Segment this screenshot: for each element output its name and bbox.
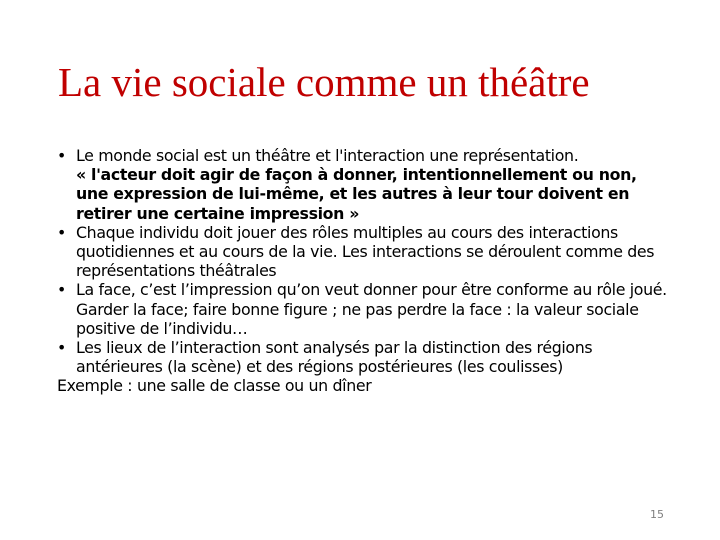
goffman-quote: « l'acteur doit agir de façon à donner, intentionnellement ou non, une expression de lui-même, et les autres à leur tour doivent en retirer une certaine impression » [76,165,637,223]
example-line: Exemple : une salle de classe ou un dîner [57,376,372,396]
bullet-item-2 [57,223,669,281]
bullet-text-1: Le monde social est un théâtre et l'interaction une représentation. [76,146,579,165]
bullet-text-3: La face, c’est l’impression qu’on veut donner pour être conforme au rôle joué. Garder la face; faire bonne figure ; ne pas perdre la face : la valeur sociale positive de l’individu… [76,280,667,338]
bullet-marker: • [57,280,66,300]
slide-body [57,146,669,396]
bullet-text-4: Les lieux de l’interaction sont analysés par la distinction des régions antérieures (la scène) et des régions postérieures (les coulisses) [76,338,593,377]
slide-title: La vie sociale comme un théâtre [58,59,590,105]
bullet-marker: • [57,222,66,242]
bullet-marker: • [57,338,66,358]
bullet-text-2: Chaque individu doit jouer des rôles multiples au cours des interactions quotidiennes et au cours de la vie. Les interactions se déroulent comme des représentations théâtrales [76,222,655,281]
bullet-item-4 [57,338,669,376]
bullet-item-1 [57,146,669,223]
bullet-item-3 [57,280,669,338]
bullet-marker: • [57,146,66,165]
page-number: 15 [650,508,664,521]
